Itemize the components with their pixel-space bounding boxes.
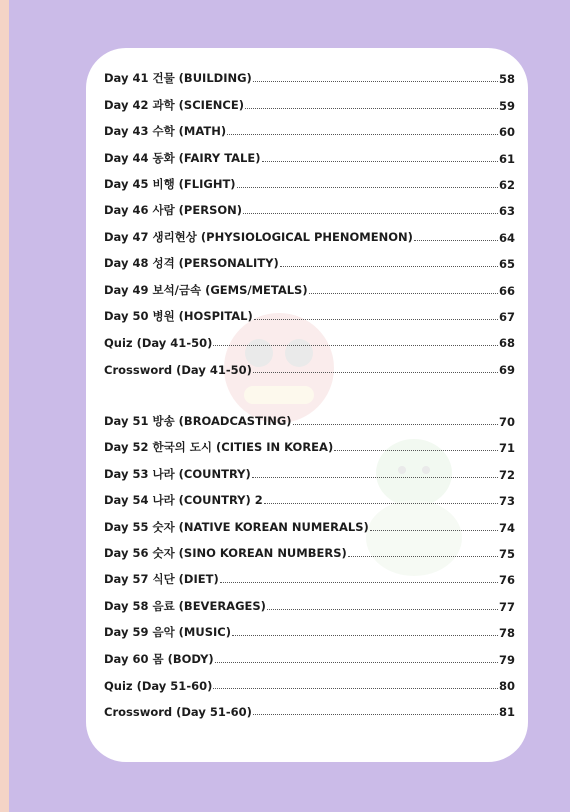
toc-entry[interactable]	[104, 403, 515, 429]
toc-entry-title: Day 44 동화 (FAIRY TALE)	[104, 150, 261, 165]
toc-leader-dots	[280, 266, 498, 267]
toc-entry[interactable]	[104, 166, 515, 192]
toc-leader-dots	[253, 714, 498, 715]
toc-entry-title: Day 45 비행 (FLIGHT)	[104, 176, 236, 191]
toc-entry[interactable]	[104, 561, 515, 587]
toc-entry[interactable]	[104, 324, 515, 350]
toc-entry[interactable]	[104, 139, 515, 165]
toc-entry[interactable]	[104, 113, 515, 139]
toc-entry-page-number: 72	[498, 467, 515, 482]
toc-entry-title: Day 56 숫자 (SINO KOREAN NUMBERS)	[104, 546, 347, 561]
toc-entry-title: Crossword (Day 41-50)	[104, 362, 252, 377]
toc-entry-title: Day 50 병원 (HOSPITAL)	[104, 308, 253, 323]
toc-entry[interactable]	[104, 86, 515, 112]
toc-entry[interactable]	[104, 192, 515, 218]
toc-entry-page-number: 62	[498, 177, 515, 192]
toc-entry-page-number: 74	[498, 520, 515, 535]
toc-entry-title: Day 46 사람 (PERSON)	[104, 203, 243, 218]
toc-entry-title: Day 43 수학 (MATH)	[104, 124, 227, 139]
toc-leader-dots	[370, 530, 498, 531]
toc-entry-title: Quiz (Day 41-50)	[104, 336, 213, 351]
toc-leader-dots	[227, 134, 498, 135]
toc-entry-title: Day 49 보석/금속 (GEMS/METALS)	[104, 282, 308, 297]
toc-entry-title: Day 60 몸 (BODY)	[104, 651, 214, 666]
toc-entry[interactable]	[104, 245, 515, 271]
toc-leader-dots	[215, 662, 498, 663]
toc-entry[interactable]	[104, 60, 515, 86]
toc-entry[interactable]	[104, 298, 515, 324]
toc-entry-title: Day 58 음료 (BEVERAGES)	[104, 598, 266, 613]
toc-entry[interactable]	[104, 218, 515, 244]
toc-entry-page-number: 78	[498, 626, 515, 641]
toc-entry-title: Day 57 식단 (DIET)	[104, 572, 219, 587]
toc-entry-title: Quiz (Day 51-60)	[104, 678, 213, 693]
toc-leader-dots	[293, 424, 498, 425]
toc-entry[interactable]	[104, 614, 515, 640]
toc-entry-page-number: 80	[498, 678, 515, 693]
toc-entry[interactable]	[104, 508, 515, 534]
toc-leader-dots	[348, 556, 498, 557]
toc-entry-title: Day 59 음악 (MUSIC)	[104, 625, 231, 640]
toc-leader-dots	[309, 293, 498, 294]
toc-entry-page-number: 59	[498, 98, 515, 113]
toc-leader-dots	[253, 372, 498, 373]
toc-entry-page-number: 81	[498, 705, 515, 720]
toc-entry-page-number: 68	[498, 336, 515, 351]
toc-leader-dots	[334, 450, 498, 451]
toc-leader-dots	[237, 187, 498, 188]
toc-leader-dots	[267, 609, 498, 610]
toc-entry-page-number: 64	[498, 230, 515, 245]
toc-entry[interactable]	[104, 271, 515, 297]
toc-entry[interactable]	[104, 455, 515, 481]
toc-entry-page-number: 75	[498, 547, 515, 562]
toc-entry-page-number: 61	[498, 151, 515, 166]
toc-entry-title: Day 52 한국의 도시 (CITIES IN KOREA)	[104, 440, 334, 455]
toc-entry-page-number: 67	[498, 309, 515, 324]
toc-entry-title: Day 47 생리현상 (PHYSIOLOGICAL PHENOMENON)	[104, 229, 413, 244]
toc-entry-title: Day 55 숫자 (NATIVE KOREAN NUMERALS)	[104, 519, 369, 534]
toc-entry-page-number: 70	[498, 415, 515, 430]
toc-entry[interactable]	[104, 667, 515, 693]
toc-entry[interactable]	[104, 350, 515, 376]
toc-entry-page-number: 58	[498, 72, 515, 87]
toc-entry[interactable]	[104, 429, 515, 455]
toc-leader-dots	[245, 108, 498, 109]
toc-entry-page-number: 76	[498, 573, 515, 588]
toc-leader-dots	[243, 213, 498, 214]
toc-leader-dots	[220, 582, 498, 583]
toc-leader-dots	[252, 477, 498, 478]
toc-entry-page-number: 73	[498, 494, 515, 509]
toc-leader-dots	[213, 688, 498, 689]
toc-leader-dots	[232, 635, 498, 636]
toc-entry-page-number: 77	[498, 599, 515, 614]
toc-entry-title: Day 51 방송 (BROADCASTING)	[104, 414, 292, 429]
table-of-contents	[104, 60, 515, 719]
toc-entry-page-number: 65	[498, 257, 515, 272]
toc-leader-dots	[213, 345, 498, 346]
toc-entry-page-number: 71	[498, 441, 515, 456]
toc-entry-page-number: 60	[498, 125, 515, 140]
toc-leader-dots	[414, 240, 498, 241]
toc-entry-title: Day 53 나라 (COUNTRY)	[104, 466, 251, 481]
toc-entry-page-number: 66	[498, 283, 515, 298]
toc-leader-dots	[254, 319, 498, 320]
toc-entry-page-number: 63	[498, 204, 515, 219]
toc-leader-dots	[253, 81, 498, 82]
toc-leader-dots	[264, 503, 498, 504]
toc-entry-title: Day 42 과학 (SCIENCE)	[104, 97, 244, 112]
toc-entry-title: Day 54 나라 (COUNTRY) 2	[104, 493, 263, 508]
book-spine-edge	[0, 0, 9, 812]
toc-entry-page-number: 69	[498, 362, 515, 377]
toc-entry-title: Crossword (Day 51-60)	[104, 705, 252, 720]
toc-entry-page-number: 79	[498, 652, 515, 667]
toc-entry[interactable]	[104, 535, 515, 561]
section-gap	[104, 377, 515, 403]
toc-entry[interactable]	[104, 482, 515, 508]
toc-entry[interactable]	[104, 693, 515, 719]
toc-entry-title: Day 48 성격 (PERSONALITY)	[104, 256, 279, 271]
toc-entry[interactable]	[104, 640, 515, 666]
toc-entry-title: Day 41 건물 (BUILDING)	[104, 71, 252, 86]
toc-entry[interactable]	[104, 587, 515, 613]
toc-leader-dots	[262, 161, 498, 162]
